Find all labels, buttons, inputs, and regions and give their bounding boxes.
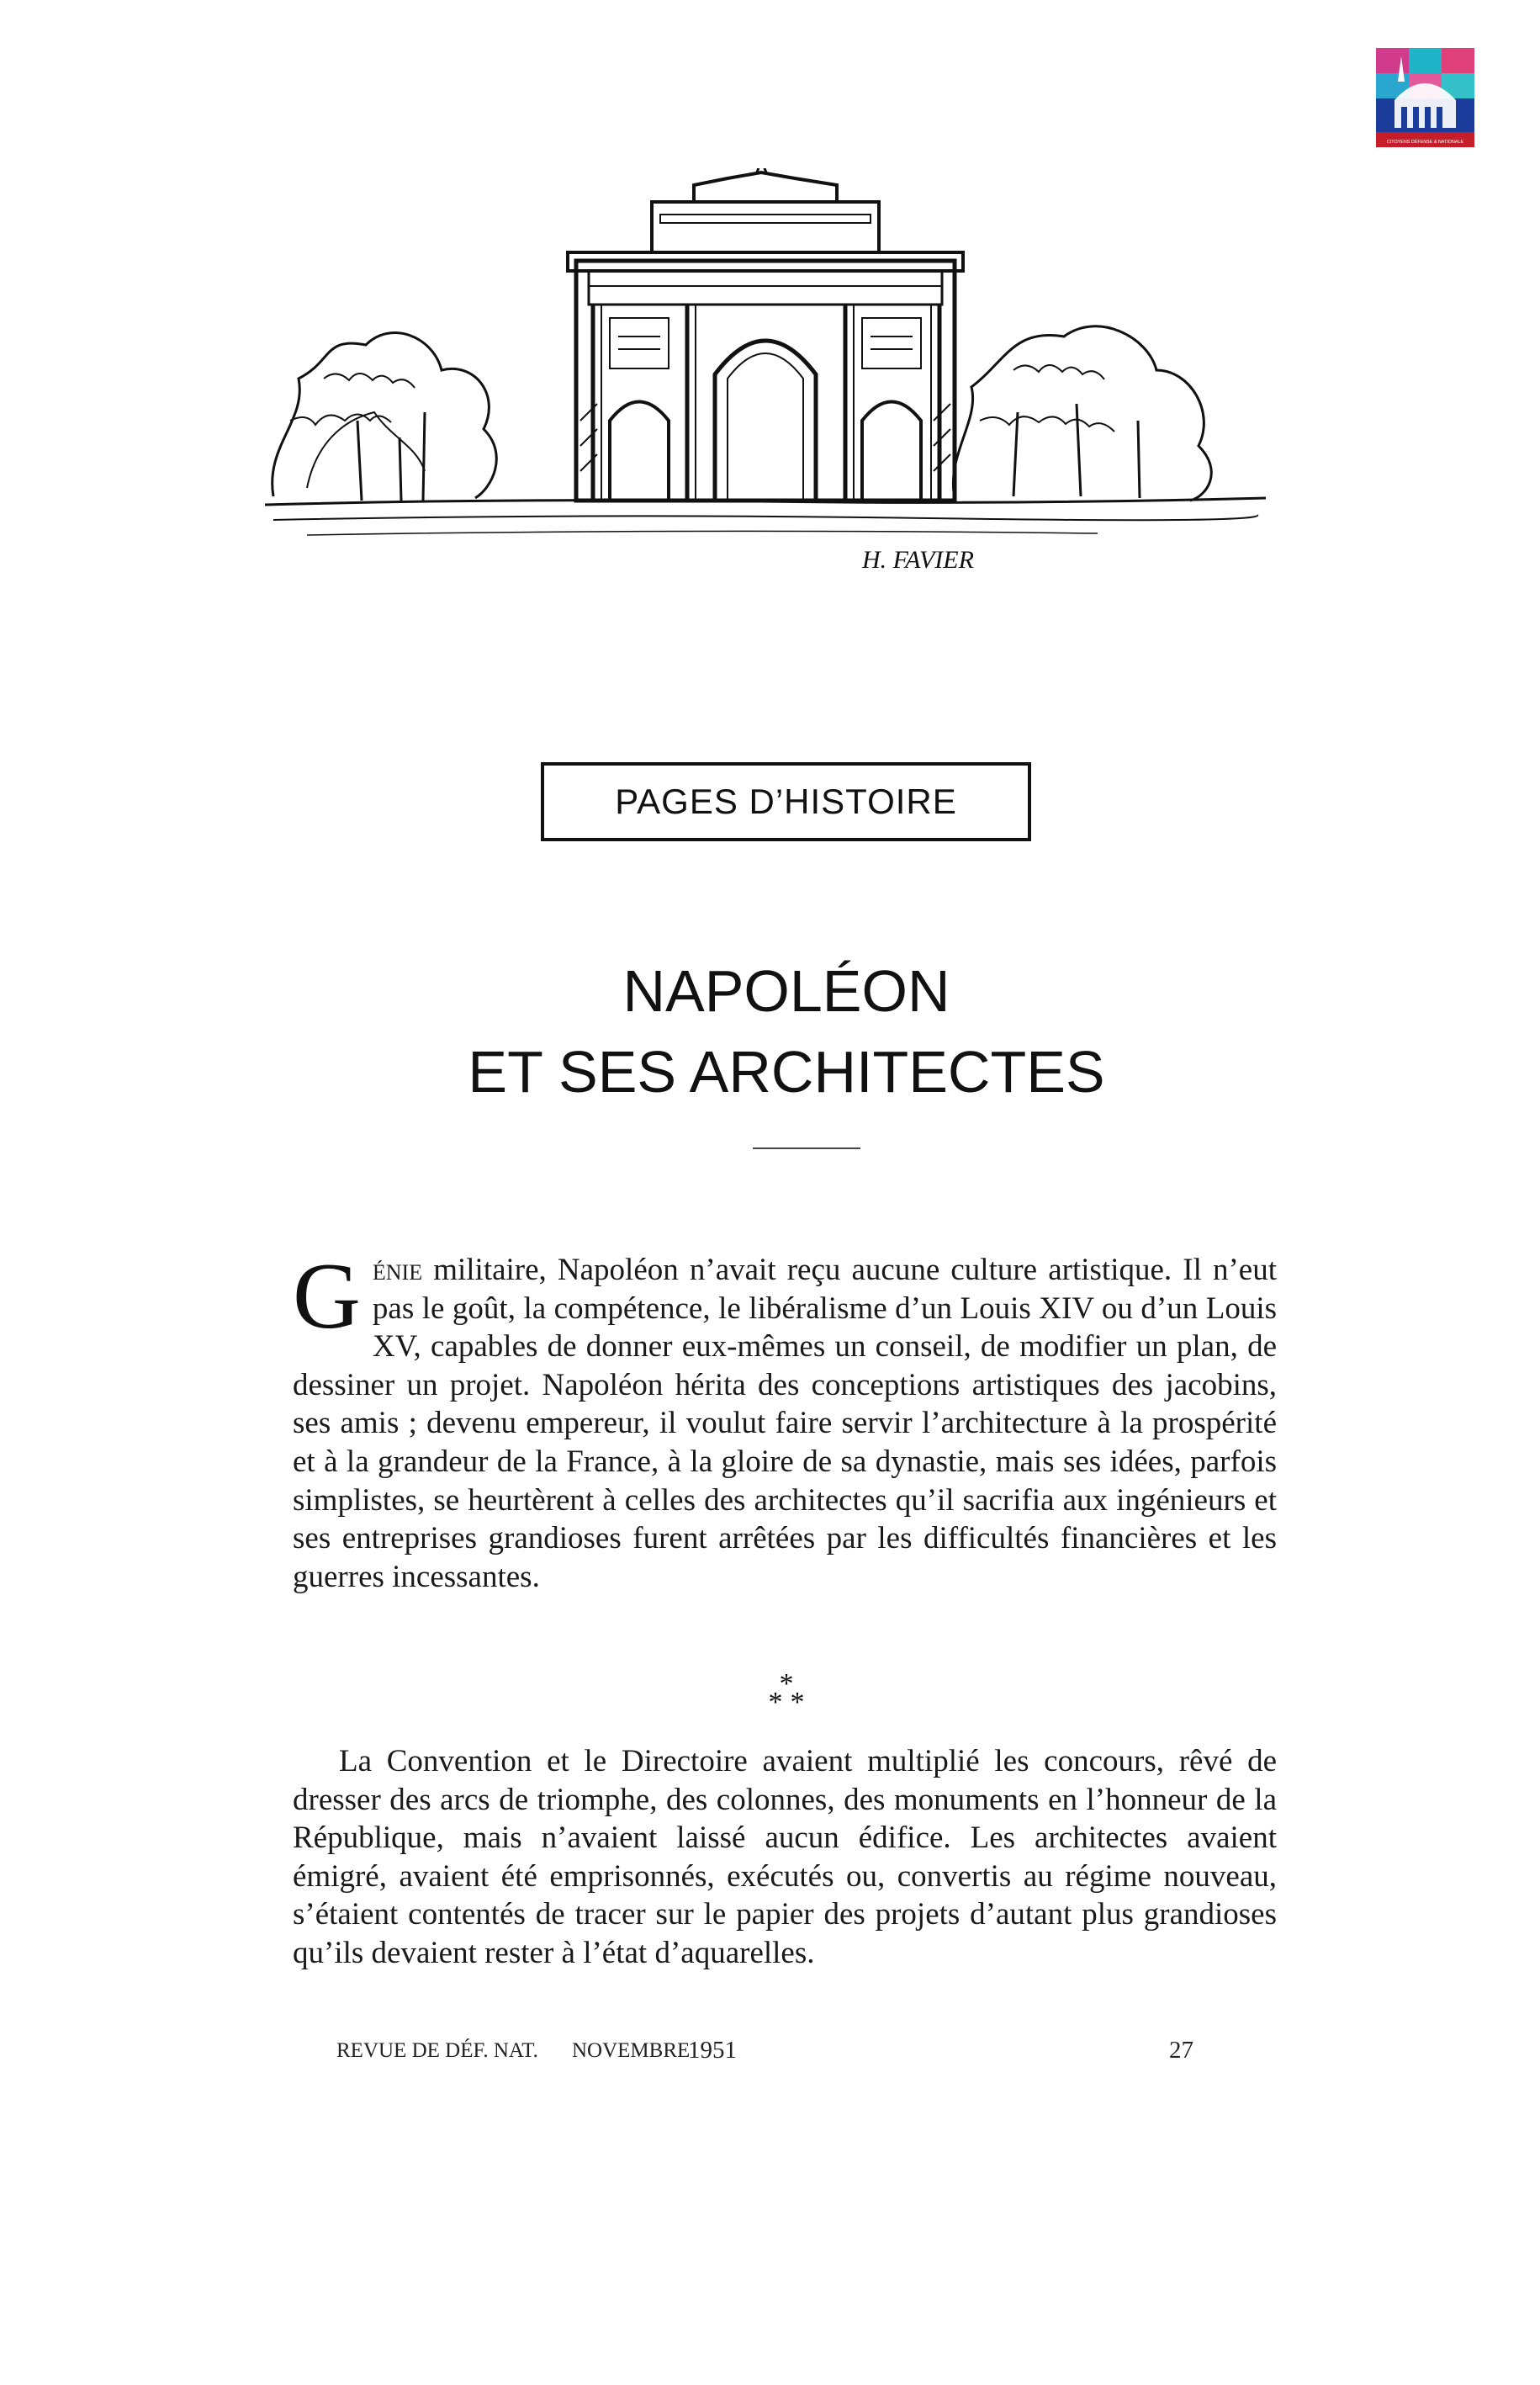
footer-month: NOVEMBRE (572, 2039, 691, 2062)
title-line-1: NAPOLÉON (622, 958, 950, 1024)
ink-drawing (257, 168, 1274, 580)
page-number: 27 (1169, 2037, 1193, 2064)
article-title (252, 951, 1320, 1112)
asterism-separator (757, 1667, 816, 1718)
paragraph-2: La Convention et le Directoire avaient multiplié les concours, rêvé de dresser des arcs de triomphe, des colonnes, des monuments en l’honneur de la République, mais n’avaient laissé aucun édifice. Les architectes avaient émigré, avaient été emprisonnés, exécutés ou, convertis au régime nouveau, s’étaient contentés de tracer sur le papier des projets d’autant plus grandioses qu’ils devaient rester à l’état d’aquarelles. (293, 1744, 1277, 1970)
title-divider (753, 1147, 860, 1149)
drop-cap: G (293, 1244, 361, 1349)
svg-text:*: * (779, 1668, 794, 1699)
svg-text:*: * (768, 1687, 783, 1718)
publisher-logo (1376, 48, 1474, 147)
footer-journal: REVUE DE DÉF. NAT. (336, 2039, 538, 2062)
arc-de-triomphe-illustration (257, 168, 1274, 580)
artist-signature: H. FAVIER (862, 546, 974, 574)
page-footer (0, 2039, 1540, 2073)
lead-in-smallcaps: énie (372, 1253, 423, 1287)
title-line-2: ET SES ARCHITECTES (468, 1039, 1105, 1105)
paragraph-1-text: militaire, Napoléon n’avait reçu aucune culture artistique. Il n’eut pas le goût, la compétence, le libéralisme d’un Louis XIV ou d’un Louis XV, capables de donner eux-mêmes un conseil, de modifier un plan, de dessiner un projet. Napoléon hérita des conceptions artistiques des jacobins, ses amis ; devenu empereur, il voulut faire servir l’architecture à la prospérité et à la grandeur de la France, à la gloire de sa dynastie, mais ses idées, parfois simplistes, se heurtèrent à celles des architectes qu’il sacrifia aux ingénieurs et ses entreprises grandioses furent arrêtées par les difficultés financières et les guerres incessantes. (293, 1253, 1277, 1594)
section-rubric: PAGES D’HISTOIRE (541, 762, 1031, 841)
logo-graphic (1376, 48, 1474, 147)
svg-text:*: * (790, 1687, 805, 1718)
asterism-icon (757, 1667, 816, 1718)
footer-year: 1951 (688, 2037, 737, 2064)
logo-caption: CITOYENS DÉFENSE & NATIONALE (1386, 140, 1464, 145)
paragraph-1 (293, 1244, 1277, 1596)
